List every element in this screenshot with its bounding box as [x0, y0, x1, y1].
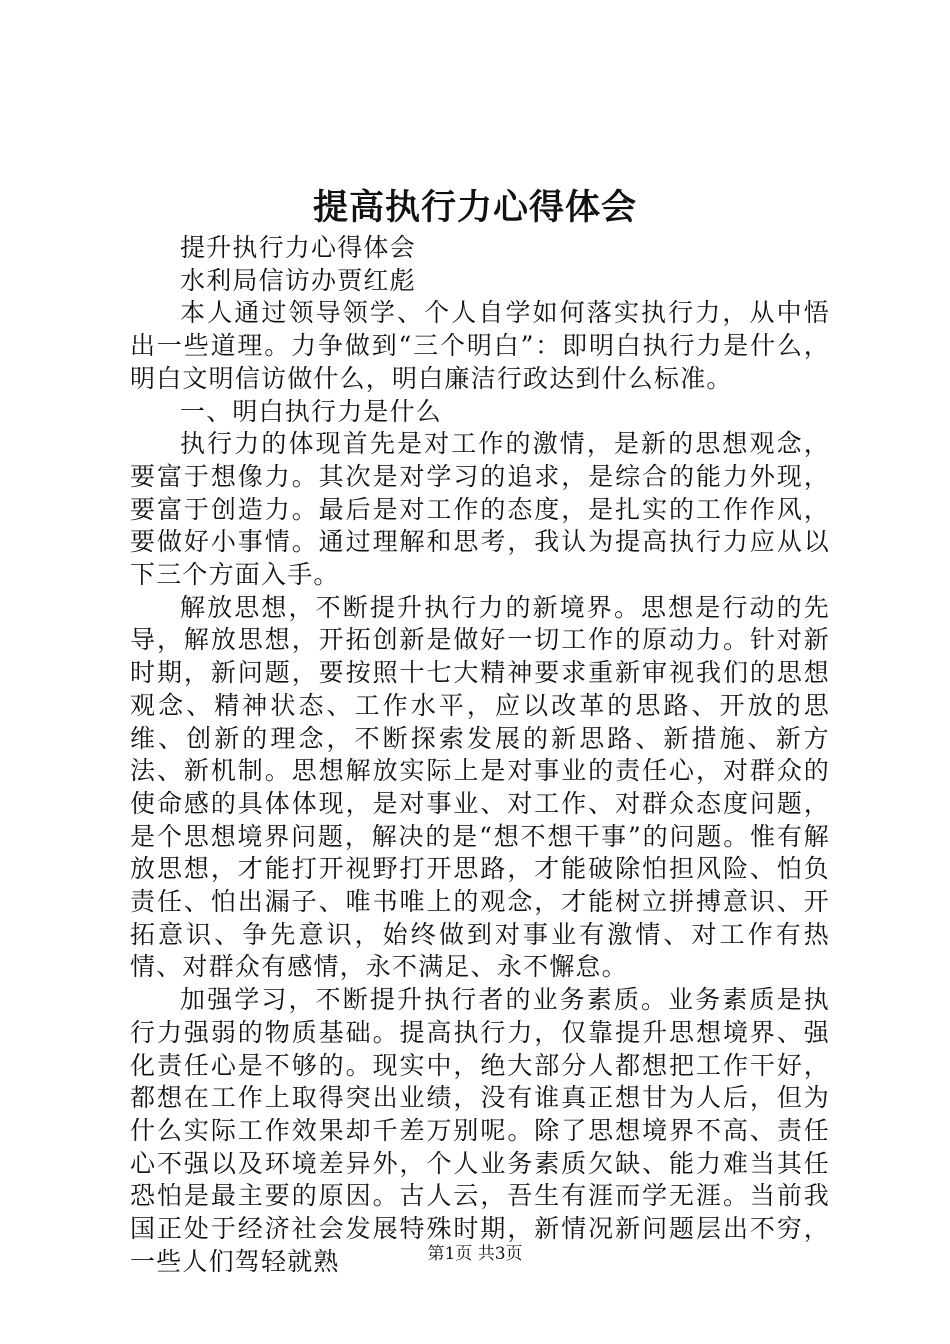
- section-heading: 一、明白执行力是什么: [180, 396, 443, 426]
- page-footer: 第1页 共3页: [427, 1244, 523, 1264]
- body-paragraph: 执行力的体现首先是对工作的激情，是新的思想观念，要富于想像力。其次是对学习的追求，是综合的能力外现，要富于创造力。最后是对工作的态度，是扎实的工作作风，要做好小事情。通过理解和思考，我认为提高执行力应从以下三个方面入手。: [130, 429, 830, 590]
- subtitle-paragraph: 提升执行力心得体会: [180, 233, 416, 262]
- author-paragraph: 水利局信访办贾红彪: [180, 265, 416, 295]
- intro-paragraph: 本人通过领导领学、个人自学如何落实执行力，从中悟出一些道理。力争做到“三个明白”：即明白执行力是什么，明白文明信访做什么，明白廉洁行政达到什么标准。: [130, 298, 830, 393]
- document-title: 提高执行力心得体会: [312, 188, 637, 228]
- document-body: [130, 232, 830, 1279]
- body-paragraph: 加强学习，不断提升执行者的业务素质。业务素质是执行力强弱的物质基础。提高执行力，仅靠提升思想境界、强化责任心是不够的。现实中，绝大部分人都想把工作干好，都想在工作上取得突出业绩，没有谁真正想甘为人后，但为什么实际工作效果却千差万别呢。除了思想境界不高、责任心不强以及环境差异外，个人业务素质欠缺、能力难当其任恐怕是最主要的原因。古人云，吾生有涯而学无涯。当前我国正处于经济社会发展特殊时期，新情况新问题层出不穷，一些人们驾轻就熟: [130, 985, 830, 1276]
- body-paragraph: 解放思想，不断提升执行力的新境界。思想是行动的先导，解放思想，开拓创新是做好一切工作的原动力。针对新时期，新问题，要按照十七大精神要求重新审视我们的思想观念、精神状态、工作水平，应以改革的思路、开放的思维、创新的理念，不断探索发展的新思路、新措施、新方法、新机制。思想解放实际上是对事业的责任心，对群众的使命感的具体体现，是对事业、对工作、对群众态度问题，是个思想境界问题，解决的是“想不想干事”的问题。惟有解放思想，才能打开视野打开思路，才能破除怕担风险、怕负责任、怕出漏子、唯书唯上的观念，才能树立拼搏意识、开拓意识、争先意识，始终做到对事业有激情、对工作有热情、对群众有感情，永不满足、永不懈怠。: [130, 592, 830, 982]
